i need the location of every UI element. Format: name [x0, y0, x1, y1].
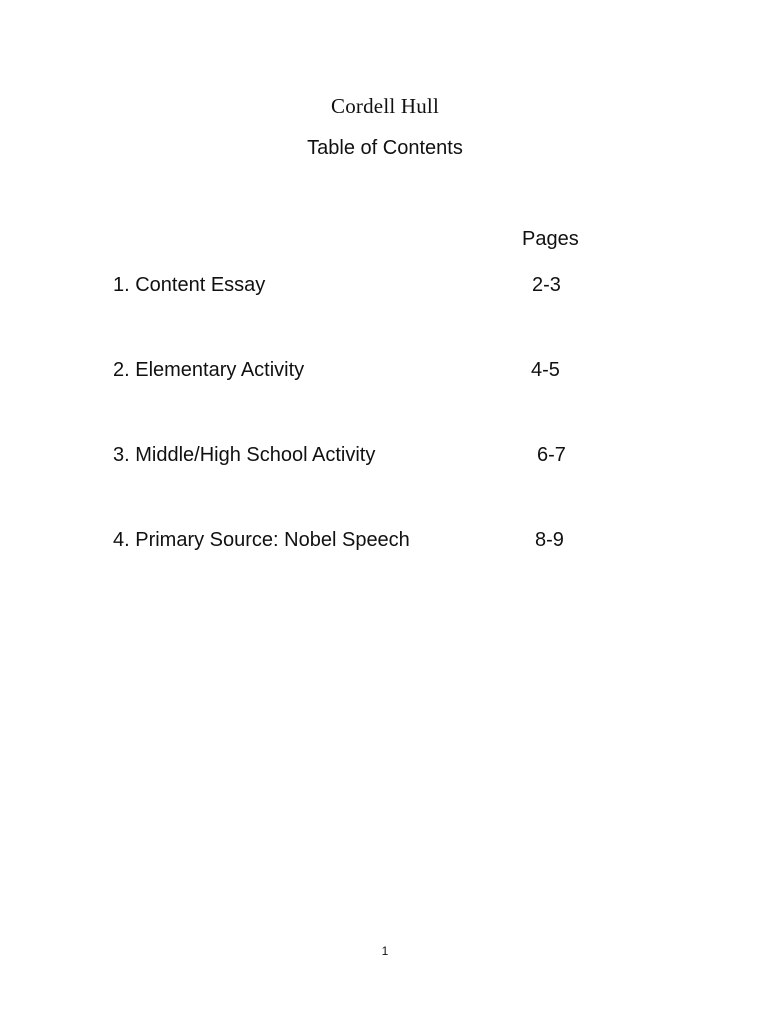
toc-entry-pages: 4-5 [531, 359, 560, 381]
document-title: Cordell Hull [331, 94, 439, 118]
toc-entry-label: 3. Middle/High School Activity [113, 444, 376, 466]
toc-entry [0, 441, 770, 469]
table-of-contents-heading: Table of Contents [307, 137, 463, 159]
toc-entry [0, 271, 770, 299]
toc-entry-pages: 8-9 [535, 529, 564, 551]
toc-entry [0, 526, 770, 554]
toc-entry-label: 4. Primary Source: Nobel Speech [113, 529, 410, 551]
toc-entry-pages: 2-3 [532, 274, 561, 296]
toc-entry-label: 2. Elementary Activity [113, 359, 305, 381]
toc-entry-label: 1. Content Essay [113, 274, 266, 296]
toc-entry-pages: 6-7 [537, 444, 566, 466]
page-number: 1 [381, 944, 389, 958]
pages-column-header: Pages [522, 228, 579, 250]
toc-entry [0, 356, 770, 384]
